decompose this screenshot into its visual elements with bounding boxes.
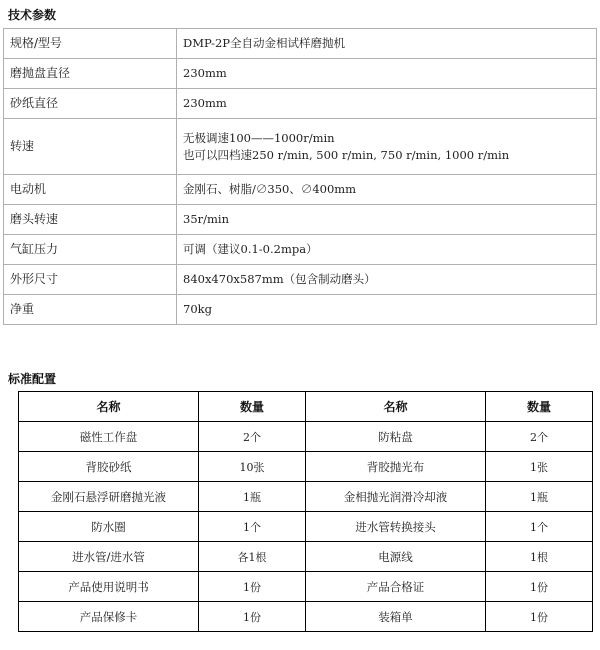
spec-value [177,119,597,175]
item-name: 产品使用说明书 [19,572,199,602]
spec-label: 磨头转速 [4,205,177,235]
item-name: 产品保修卡 [19,602,199,632]
spec-row-model [4,29,597,59]
config-header-row [19,392,593,422]
item-qty: 1份 [199,602,306,632]
config-table [18,391,593,632]
item-qty: 1份 [486,602,593,632]
header-qty: 数量 [199,392,306,422]
spec-value: 可调（建议0.1-0.2mpa） [177,235,597,265]
spec-value-line: 无极调速100——1000r/min [183,130,335,145]
item-qty: 1份 [199,572,306,602]
spec-row-cylinder-pressure [4,235,597,265]
spec-label: 电动机 [4,175,177,205]
spec-label: 砂纸直径 [4,89,177,119]
item-name: 装箱单 [306,602,486,632]
item-name: 背胶抛光布 [306,452,486,482]
item-qty: 1瓶 [199,482,306,512]
item-qty: 1根 [486,542,593,572]
config-row [19,602,593,632]
spec-label: 转速 [4,119,177,175]
item-qty: 1个 [199,512,306,542]
spec-value: 金刚石、树脂/∅350、∅400mm [177,175,597,205]
spec-row-paper-diameter [4,89,597,119]
item-qty: 1个 [486,512,593,542]
item-name: 电源线 [306,542,486,572]
item-name: 进水管/进水管 [19,542,199,572]
config-row [19,572,593,602]
spec-value: 840x470x587mm（包含制动磨头） [177,265,597,295]
item-name: 进水管转换接头 [306,512,486,542]
spec-section-title: 技术参数 [8,8,57,22]
spec-value: 230mm [177,59,597,89]
spec-label: 外形尺寸 [4,265,177,295]
item-qty: 2个 [486,422,593,452]
spec-label: 磨抛盘直径 [4,59,177,89]
header-name: 名称 [306,392,486,422]
spec-row-speed [4,119,597,175]
item-name: 背胶砂纸 [19,452,199,482]
config-row [19,422,593,452]
item-name: 防粘盘 [306,422,486,452]
item-name: 磁性工作盘 [19,422,199,452]
spec-label: 气缸压力 [4,235,177,265]
config-section-title: 标准配置 [8,372,57,386]
config-row [19,452,593,482]
spec-table [3,28,597,325]
spec-label: 净重 [4,295,177,325]
item-name: 防水圈 [19,512,199,542]
item-qty: 2个 [199,422,306,452]
spec-row-head-speed [4,205,597,235]
spec-value-line: 也可以四档速250 r/min, 500 r/min, 750 r/min, 1000 r/min [183,147,510,162]
spec-row-weight [4,295,597,325]
spec-value: 70kg [177,295,597,325]
config-row [19,482,593,512]
item-qty: 各1根 [199,542,306,572]
item-name: 金刚石悬浮研磨抛光液 [19,482,199,512]
item-qty: 10张 [199,452,306,482]
item-name: 金相抛光润滑冷却液 [306,482,486,512]
header-qty: 数量 [486,392,593,422]
spec-row-motor [4,175,597,205]
spec-value: DMP-2P全自动金相试样磨抛机 [177,29,597,59]
item-qty: 1瓶 [486,482,593,512]
config-row [19,512,593,542]
spec-value: 230mm [177,89,597,119]
spec-row-disc-diameter [4,59,597,89]
config-row [19,542,593,572]
item-qty: 1张 [486,452,593,482]
spec-row-dimensions [4,265,597,295]
spec-value: 35r/min [177,205,597,235]
item-qty: 1份 [486,572,593,602]
spec-label: 规格/型号 [4,29,177,59]
header-name: 名称 [19,392,199,422]
item-name: 产品合格证 [306,572,486,602]
